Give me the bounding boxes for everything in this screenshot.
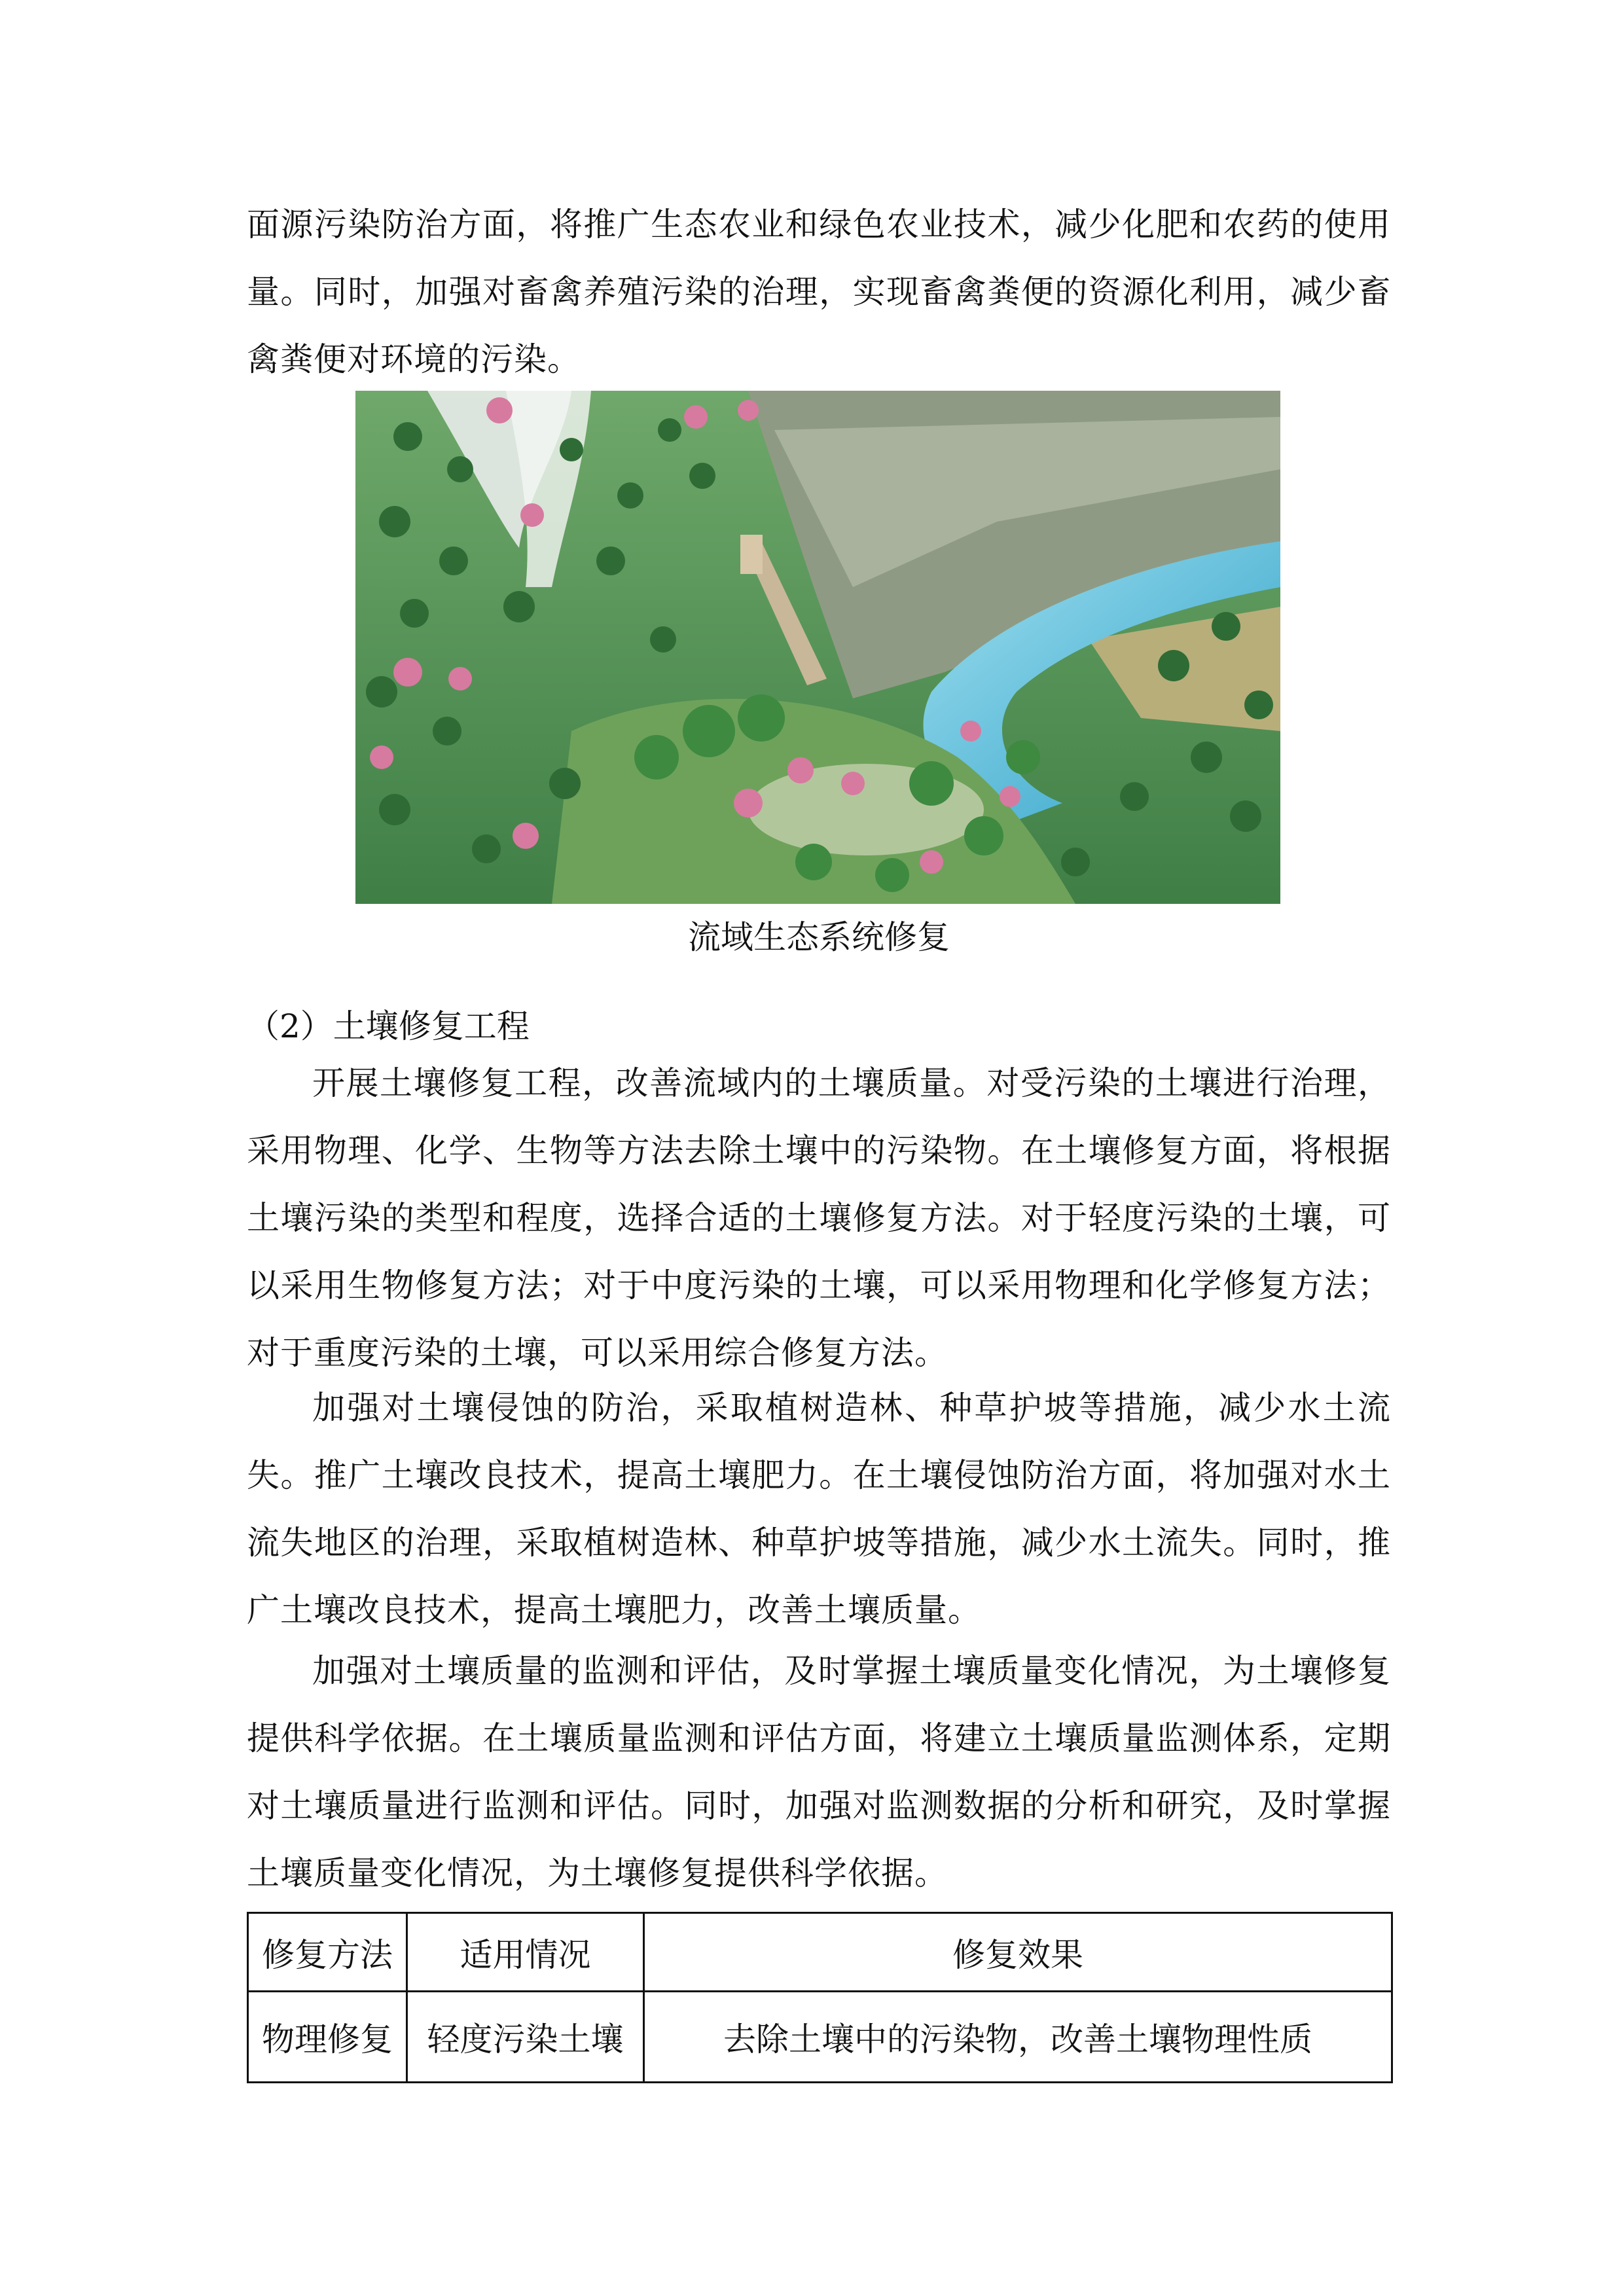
- table-header-row: [248, 1913, 1392, 1992]
- table-header-cell: 修复效果: [644, 1913, 1392, 1992]
- paragraph-nonpoint-pollution: 面源污染防治方面，将推广生态农业和绿色农业技术，减少化肥和农药的使用量。同时，加强对畜禽养殖污染的治理，实现畜禽粪便的资源化利用，减少畜禽粪便对环境的污染。: [247, 206, 1391, 378]
- table-cell: 去除土壤中的污染物，改善土壤物理性质: [644, 1992, 1392, 2083]
- paragraph-soil-erosion: 加强对土壤侵蚀的防治，采取植树造林、种草护坡等措施，减少水土流失。推广土壤改良技术，提高土壤肥力。在土壤侵蚀防治方面，将加强对水土流失地区的治理，采取植树造林、种草护坡等措施，减少水土流失。同时，推广土壤改良技术，提高土壤肥力，改善土壤质量。: [247, 1389, 1391, 1629]
- paragraph-soil-monitoring: 加强对土壤质量的监测和评估，及时掌握土壤质量变化情况，为土壤修复提供科学依据。在土壤质量监测和评估方面，将建立土壤质量监测体系，定期对土壤质量进行监测和评估。同时，加强对监测数据的分析和研究，及时掌握土壤质量变化情况，为土壤修复提供科学依据。: [247, 1652, 1391, 1892]
- table-header-cell: 适用情况: [407, 1913, 644, 1992]
- table-row: [248, 1992, 1392, 2083]
- remediation-methods-table: [247, 1912, 1393, 2083]
- table-header-cell: 修复方法: [248, 1913, 407, 1992]
- paragraph-soil-remediation: 开展土壤修复工程，改善流域内的土壤质量。对受污染的土壤进行治理，采用物理、化学、生物等方法去除土壤中的污染物。在土壤修复方面，将根据土壤污染的类型和程度，选择合适的土壤修复方法。对于轻度污染的土壤，可以采用生物修复方法；对于中度污染的土壤，可以采用物理和化学修复方法；对于重度污染的土壤，可以采用综合修复方法。: [247, 1064, 1391, 1372]
- section-heading: （2）土壤修复工程: [247, 1007, 530, 1045]
- table-cell: 物理修复: [248, 1992, 407, 2083]
- figure-caption: 流域生态系统修复: [688, 918, 950, 956]
- table-cell: 轻度污染土壤: [407, 1992, 644, 2083]
- landscape-image: [355, 391, 1280, 904]
- watershed-ecosystem-illustration: [355, 391, 1280, 904]
